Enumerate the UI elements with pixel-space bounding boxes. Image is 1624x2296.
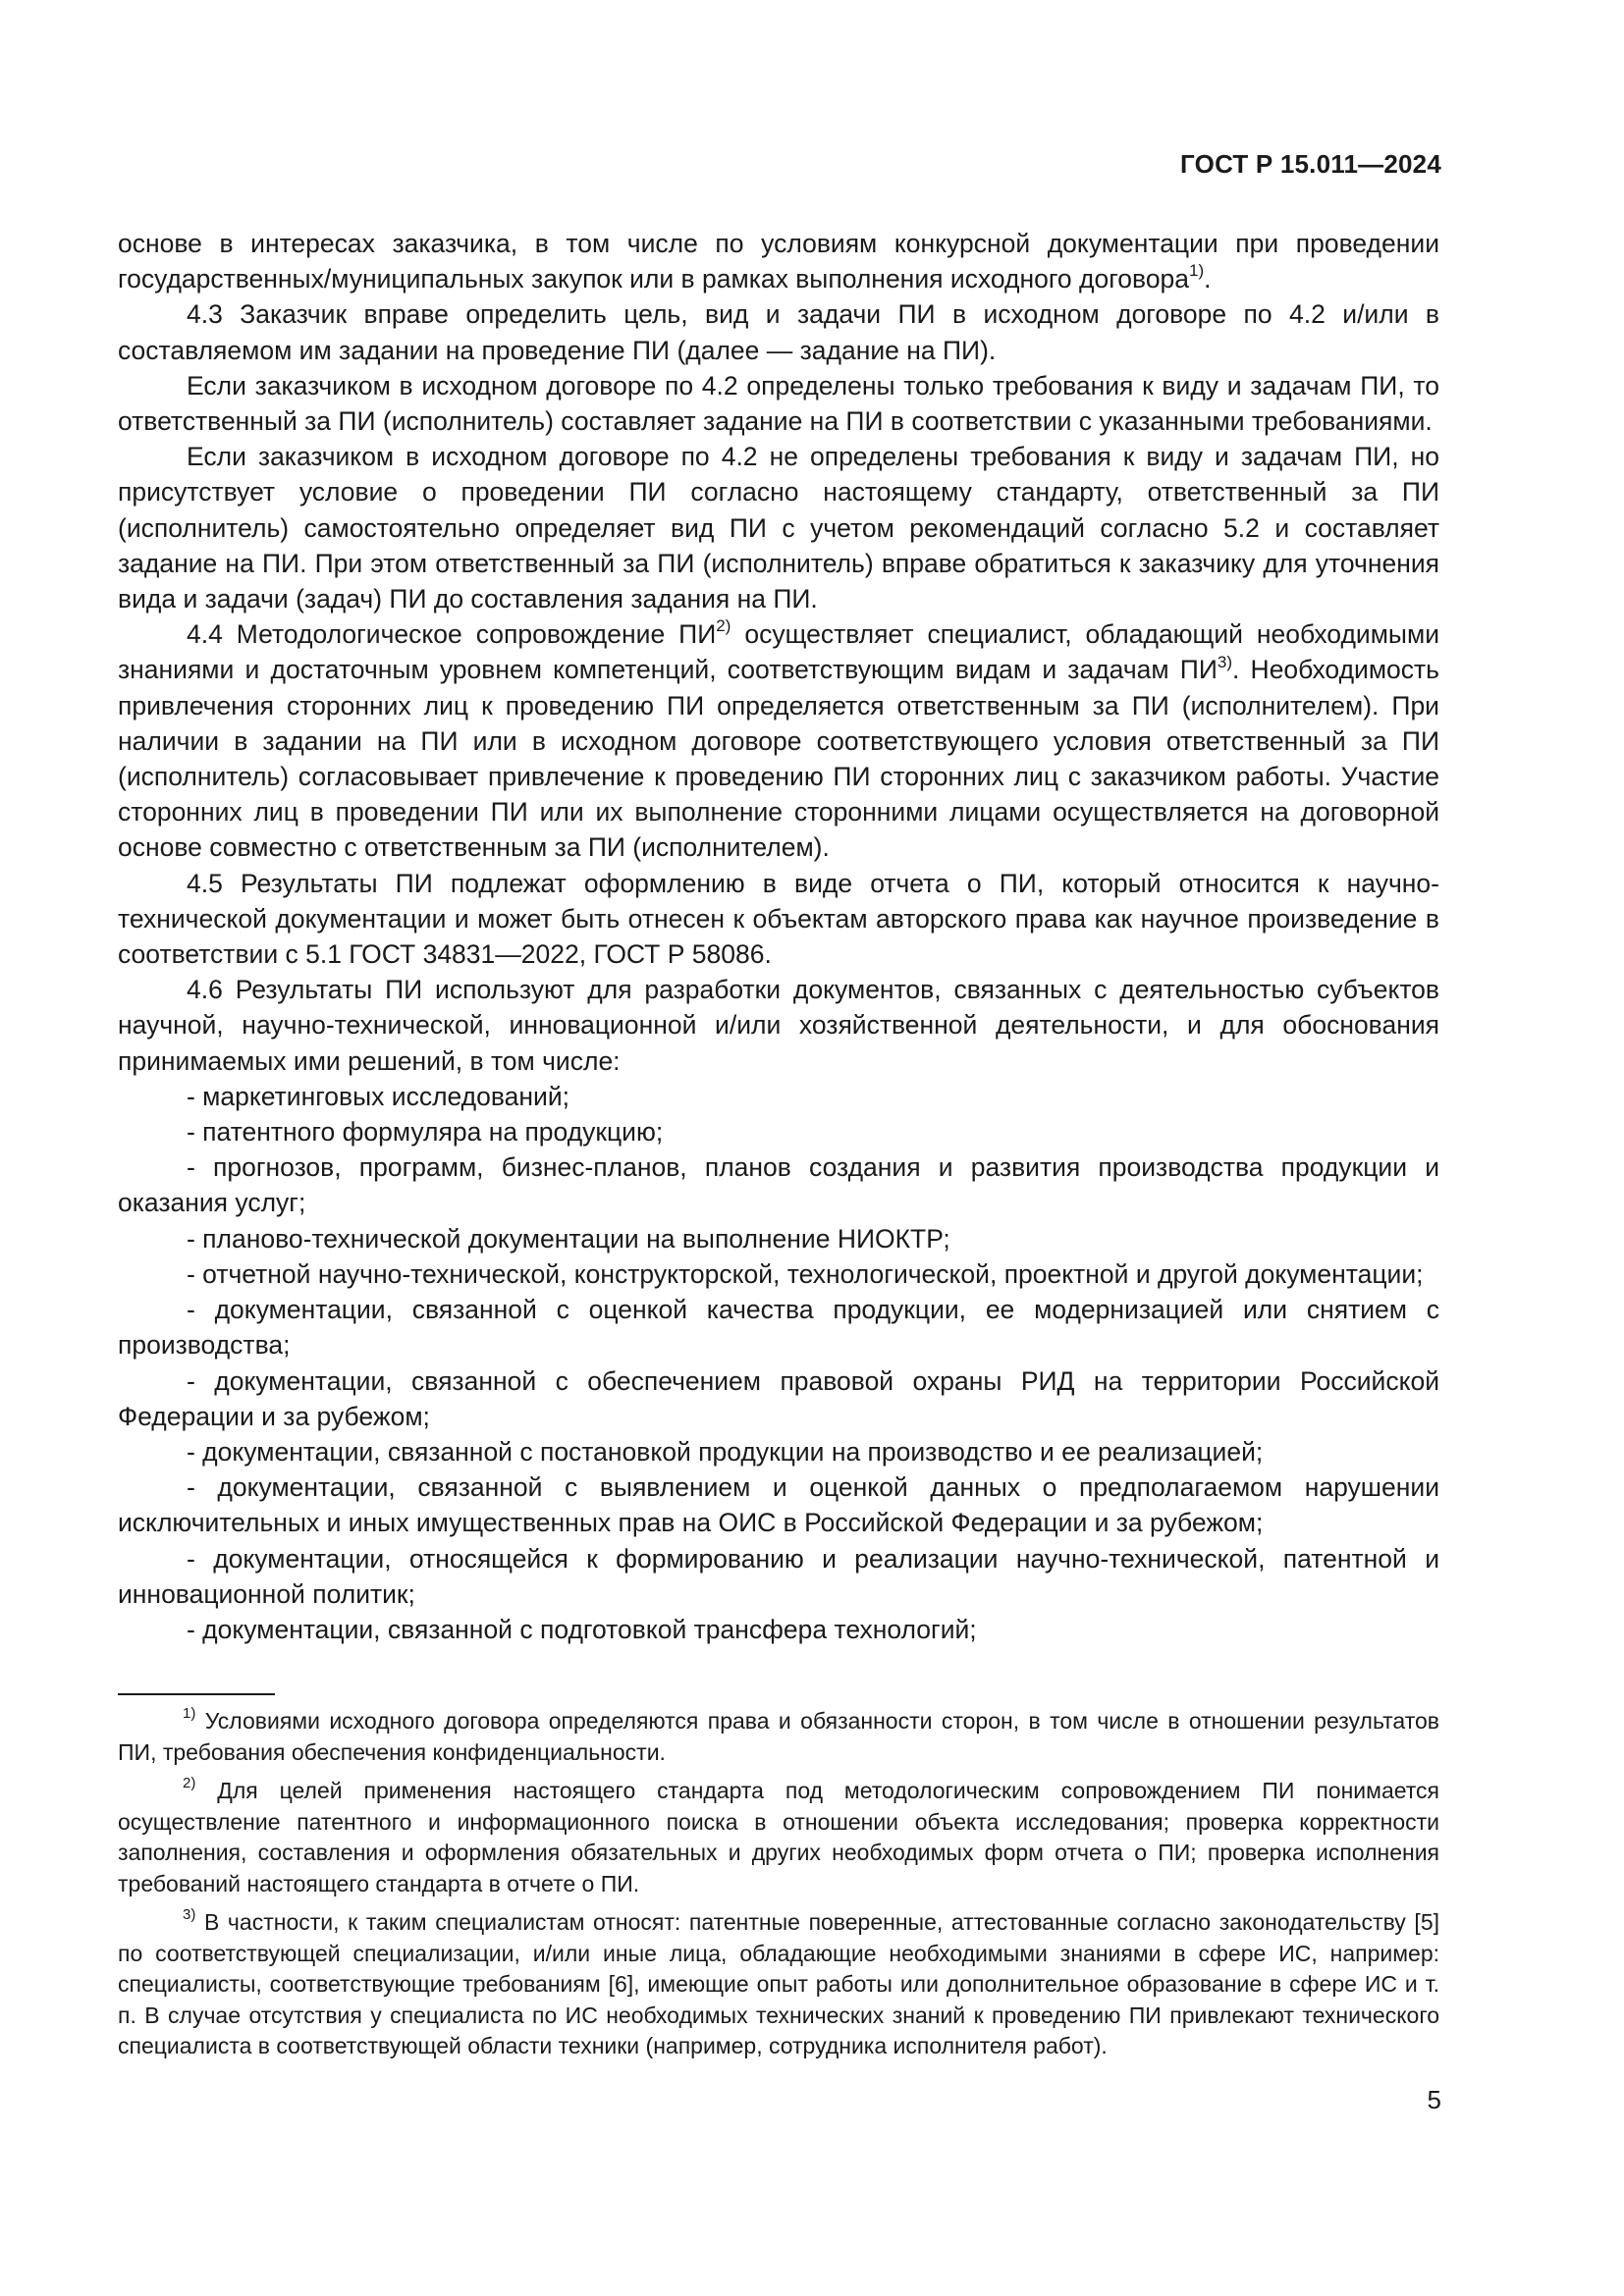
paragraph-4-4 <box>118 616 1439 865</box>
paragraph-continuation: основе в интересах заказчика, в том числе по условиям конкурсной документации при проведении государственных/муниципальных закупок или в рамках выполнения исходного договора$^{1)}$. <box>118 229 1439 294</box>
list-item: - документации, относящейся к формированию и реализации научно-технической, патентной и инновационной политик; <box>118 1543 1439 1609</box>
footnote-separator <box>118 1693 275 1695</box>
list-item: - планово-технической документации на выполнение НИОКТР; <box>187 1223 950 1254</box>
main-text <box>118 226 1439 1647</box>
footnote-ref: 2) <box>716 616 731 636</box>
footnote-3 <box>118 1907 1439 2062</box>
text-run: основе в интересах заказчика, в том числе по условиям конкурсной документации при проведении государственных/муниципальных закупок или в рамках выполнения исходного договора <box>118 229 1439 294</box>
list-item: - документации, связанной с обеспечением правовой охраны РИД на территории Российской Федерации и за рубежом; <box>118 1365 1439 1431</box>
footnote-mark: 3) <box>183 1906 196 1924</box>
footnote-mark: 1) <box>183 1705 196 1723</box>
footnotes <box>118 1706 1439 2070</box>
list-item: - отчетной научно-технической, конструкторской, технологической, проектной и другой документации; <box>187 1258 1424 1289</box>
paragraph-4-6: 4.6 Результаты ПИ используют для разработки документов, связанных с деятельностью субъектов научной, научно-технической, инновационной и/или хозяйственной деятельности, и для обоснования принимаемых ими решений, в том числе: <box>118 975 1439 1076</box>
footnote-mark: 2) <box>183 1775 196 1792</box>
list-item: - документации, связанной с выявлением и оценкой данных о предполагаемом нарушении исключительных и иных имущественных прав на ОИС в Российской Федерации и за рубежом; <box>118 1472 1439 1538</box>
page-number: 5 <box>1427 2085 1441 2114</box>
list-item: - документации, связанной с постановкой продукции на производство и ее реализацией; <box>187 1436 1264 1467</box>
paragraph: Если заказчиком в исходном договоре по 4.2 определены только требования к виду и задачам ПИ, то ответственный за ПИ (исполнитель) составляет задание на ПИ в соответствии с указанными требованиями. <box>118 370 1439 437</box>
list-item: - документации, связанной с подготовкой трансфера технологий; <box>187 1614 977 1644</box>
text-run: . Необходимость привлечения сторонних лиц к проведению ПИ определяется ответственным за ПИ (исполнителем). При наличии в задании на ПИ или в исходном договоре соответствующего условия ответственный за ПИ (исполнитель) согласовывает привлечение к проведению ПИ сторонних лиц с заказчиком работы. Участие сторонних лиц в проведении ПИ или их выполнение сторонними лицами осуществляется на договорной основе совместно с ответственным за ПИ (исполнителем). <box>118 655 1439 863</box>
footnote-1 <box>118 1706 1439 1768</box>
text-run: 4.4 Методологическое сопровождение ПИ <box>187 619 717 650</box>
paragraph-4-5: 4.5 Результаты ПИ подлежат оформлению в виде отчета о ПИ, который относится к научно-технической документации и может быть отнесен к объектам авторского права как научное произведение в соответствии с 5.1 ГОСТ 34831—2022, ГОСТ Р 58086. <box>118 868 1439 970</box>
footnote-ref: 3) <box>1217 652 1232 671</box>
list-item: - маркетинговых исследований; <box>187 1081 570 1111</box>
footnote-text: Для целей применения настоящего стандарта под методологическим сопровождением ПИ понимается осуществление патентного и информационного поиска в отношении объекта исследования; проверка корректности заполнения, составления и оформления обязательных и других необходимых форм отчета о ПИ; проверка исполнения требований настоящего стандарта в отчете о ПИ. <box>118 1778 1439 1896</box>
list-item: - документации, связанной с оценкой качества продукции, ее модернизацией или снятием с производства; <box>118 1295 1439 1361</box>
list-item: - патентного формуляра на продукцию; <box>187 1117 664 1148</box>
footnote-2 <box>118 1776 1439 1899</box>
footnote-text: Условиями исходного договора определяются права и обязанности сторон, в том числе в отношении результатов ПИ, требования обеспечения конфиденциальности. <box>118 1708 1439 1765</box>
list-item: - прогнозов, программ, бизнес-планов, планов создания и развития производства продукции и оказания услуг; <box>118 1152 1439 1218</box>
standard-designation: ГОСТ Р 15.011—2024 <box>1180 149 1441 179</box>
text-run: осуществляет специалист, обладающий необходимыми знаниями и достаточным уровнем компетенций, соответствующим видам и задачам ПИ <box>118 619 1439 685</box>
paragraph: Если заказчиком в исходном договоре по 4.2 не определены требования к виду и задачам ПИ, но присутствует условие о проведении ПИ согласно настоящему стандарту, ответственный за ПИ (исполнитель) самостоятельно определяет вид ПИ с учетом рекомендаций согласно 5.2 и составляет задание на ПИ. При этом ответственный за ПИ (исполнитель) вправе обратиться к заказчику для уточнения вида и задачи (задач) ПИ до составления задания на ПИ. <box>118 442 1439 614</box>
footnote-ref: 1) <box>1189 261 1205 281</box>
paragraph-4-3: 4.3 Заказчик вправе определить цель, вид и задачи ПИ в исходном договоре по 4.2 и/или в составляемом им задании на проведение ПИ (далее — задание на ПИ). <box>118 299 1439 365</box>
footnote-text: В частности, к таким специалистам относят: патентные поверенные, аттестованные согласно законодательству [5] по соответствующей специализации, и/или иные лица, обладающие необходимыми знаниями в сфере ИС, например: специалисты, соответствующие требованиям [6], имеющие опыт работы или дополнительное образование в сфере ИС и т. п. В случае отсутствия у специалиста по ИС необходимых технических знаний к проведению ПИ привлекают технического специалиста в соответствующей области техники (например, сотрудника исполнителя работ). <box>118 1909 1439 2058</box>
